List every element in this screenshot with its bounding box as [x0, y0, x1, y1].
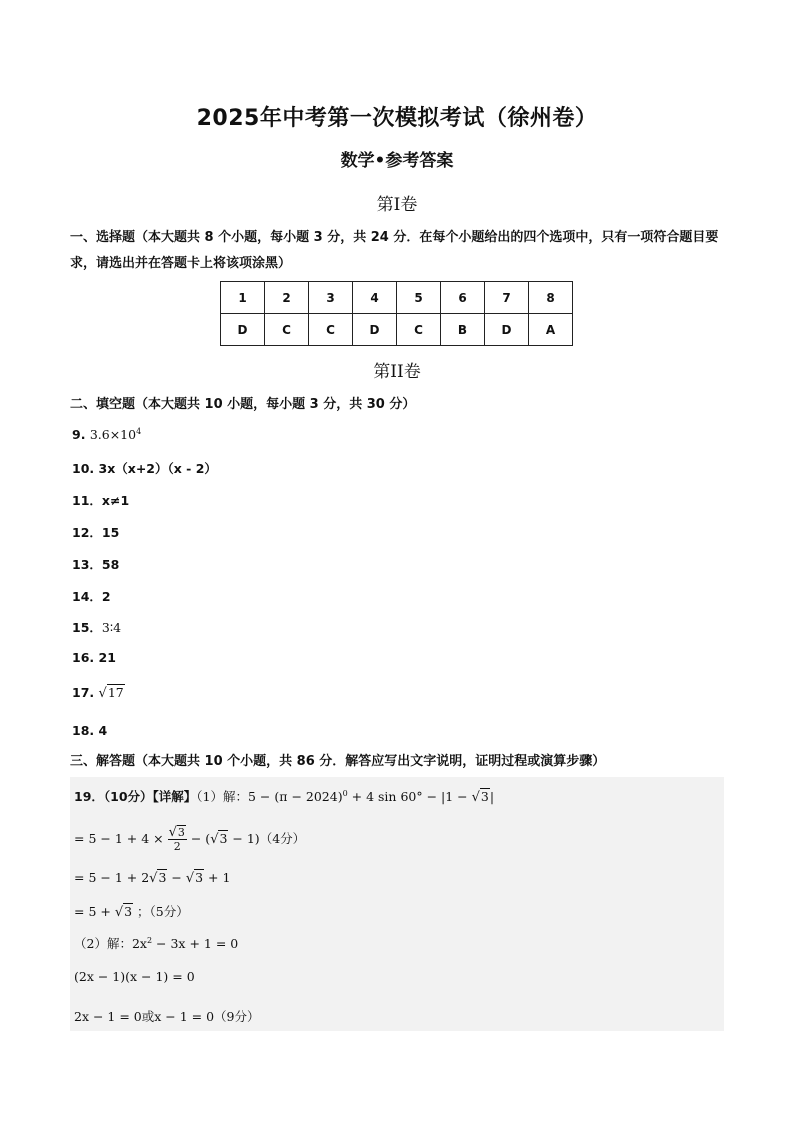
expr-part: 2x − 1 = 0或x − 1 = 0（9分） [74, 1009, 260, 1024]
question-number: 4 [353, 282, 397, 314]
solution-line [74, 1007, 260, 1025]
answer-choice: D [221, 314, 265, 346]
item-radicand: 17 [107, 685, 124, 700]
question-number: 7 [485, 282, 529, 314]
item-number: 15． [72, 620, 102, 635]
expr-radicand: 3 [158, 870, 167, 885]
answer-item-13 [72, 555, 119, 573]
part-one-heading: 第Ⅰ卷 [376, 195, 418, 215]
answer-item-10 [72, 459, 217, 477]
expr-radicand: 3 [480, 789, 489, 804]
sqrt-symbol: √ [98, 686, 107, 701]
item-number: 14． [72, 589, 102, 604]
item-value: 3x（x+2）（x - 2） [98, 461, 217, 476]
fraction [168, 826, 187, 853]
answer-item-17 [72, 685, 125, 701]
question-number: 8 [529, 282, 573, 314]
sqrt-symbol: √ [471, 790, 480, 805]
item-value: 2 [101, 589, 111, 604]
expr-exponent: 0 [342, 788, 348, 798]
expr-part: + 1 [204, 870, 231, 885]
item-value: 3∶4 [101, 620, 122, 635]
answer-choice: C [265, 314, 309, 346]
solution-line [74, 934, 238, 952]
item-number: 12． [72, 525, 102, 540]
answer-table [220, 281, 573, 346]
section-fill-heading: 二、填空题（本大题共 10 小题，每小题 3 分，共 30 分） [70, 397, 416, 412]
part-label: （1）解： [196, 789, 248, 804]
sqrt-symbol: √ [149, 871, 158, 886]
expr-part: | [489, 789, 495, 804]
answer-choice: A [529, 314, 573, 346]
page-subtitle: 数学•参考答案 [340, 151, 454, 171]
section-choice-heading: 一、选择题（本大题共 8 个小题，每小题 3 分，共 24 分．在每个小题给出的四个选项中，只有一项符合题目要求，请选出并在答题卡上将该项涂黑） [70, 230, 719, 271]
part-two-heading: 第II卷 [373, 362, 421, 382]
answer-item-18 [72, 723, 107, 738]
item-value: 15 [101, 525, 120, 540]
question-number: 6 [441, 282, 485, 314]
item-value: 4 [98, 723, 108, 738]
answer-choice: D [485, 314, 529, 346]
page-title: 2025年中考第一次模拟考试（徐州卷） [196, 106, 598, 131]
solution-line [74, 870, 230, 886]
item-exponent: 4 [136, 427, 142, 436]
answer-choice: D [353, 314, 397, 346]
item-number: 11． [72, 493, 102, 508]
item-value: 58 [101, 557, 120, 572]
answer-choice: C [397, 314, 441, 346]
item-number: 9. [72, 427, 86, 443]
answer-item-12 [72, 523, 119, 541]
expr-part: = 5 + [74, 904, 115, 919]
solution-line [74, 826, 305, 853]
expr-part: − ( [186, 831, 211, 846]
expr-part: + 4 sin 60° − |1 − [347, 789, 472, 804]
sqrt-symbol: √ [114, 905, 124, 920]
expr-part: 5 − (π − 2024) [248, 789, 343, 804]
expr-radicand: 3 [124, 904, 133, 919]
item-value: 21 [98, 650, 116, 665]
solution-heading: 19．（10分）【详解】 [74, 789, 197, 804]
answer-item-14 [72, 587, 111, 605]
item-number: 13． [72, 557, 102, 572]
fraction-numerator: 3 [177, 826, 185, 839]
solution-line [74, 902, 189, 920]
answer-item-15 [72, 618, 121, 636]
answer-item-9 [72, 427, 141, 442]
question-number: 2 [265, 282, 309, 314]
answer-item-11 [72, 491, 129, 509]
section-solution-heading: 三、解答题（本大题共 10 个小题，共 86 分．解答应写出文字说明，证明过程或演算步骤） [70, 754, 606, 769]
sqrt-symbol: √ [185, 871, 195, 886]
item-value: x≠1 [101, 493, 130, 508]
sqrt-symbol: √ [210, 832, 219, 847]
expr-part: − 3x + 1 = 0 [152, 936, 239, 951]
sqrt-symbol: √ [168, 825, 177, 840]
item-number: 16. [72, 650, 95, 665]
expr-part: (2x − 1)(x − 1) = 0 [74, 969, 195, 984]
expr-radicand: 3 [219, 831, 228, 846]
expr-part: = 5 − 1 + 4 × [74, 831, 168, 846]
answer-item-16 [72, 650, 116, 665]
expr-part: = 5 − 1 + 2 [74, 870, 150, 885]
solution-line [74, 969, 195, 984]
expr-part: − 1)（4分） [228, 831, 306, 846]
item-number: 18. [72, 723, 95, 738]
question-number: 1 [221, 282, 265, 314]
item-number: 10. [72, 461, 95, 476]
solution-block-19 [70, 777, 724, 1031]
question-number: 5 [397, 282, 441, 314]
fraction-denominator: 2 [173, 840, 181, 853]
expr-part: − [167, 870, 186, 885]
expr-exponent: 2 [146, 935, 153, 945]
expr-radicand: 3 [195, 870, 204, 885]
answer-choice: B [441, 314, 485, 346]
item-value: 3.6×10 [89, 427, 137, 443]
expr-part: ；（5分） [133, 904, 189, 919]
answer-choice: C [309, 314, 353, 346]
solution-line [74, 787, 494, 805]
expr-part: （2）解：2x [74, 936, 147, 951]
answer-table-answer-row [221, 314, 573, 346]
item-number: 17. [72, 685, 95, 700]
question-number: 3 [309, 282, 353, 314]
answer-table-number-row [221, 282, 573, 314]
